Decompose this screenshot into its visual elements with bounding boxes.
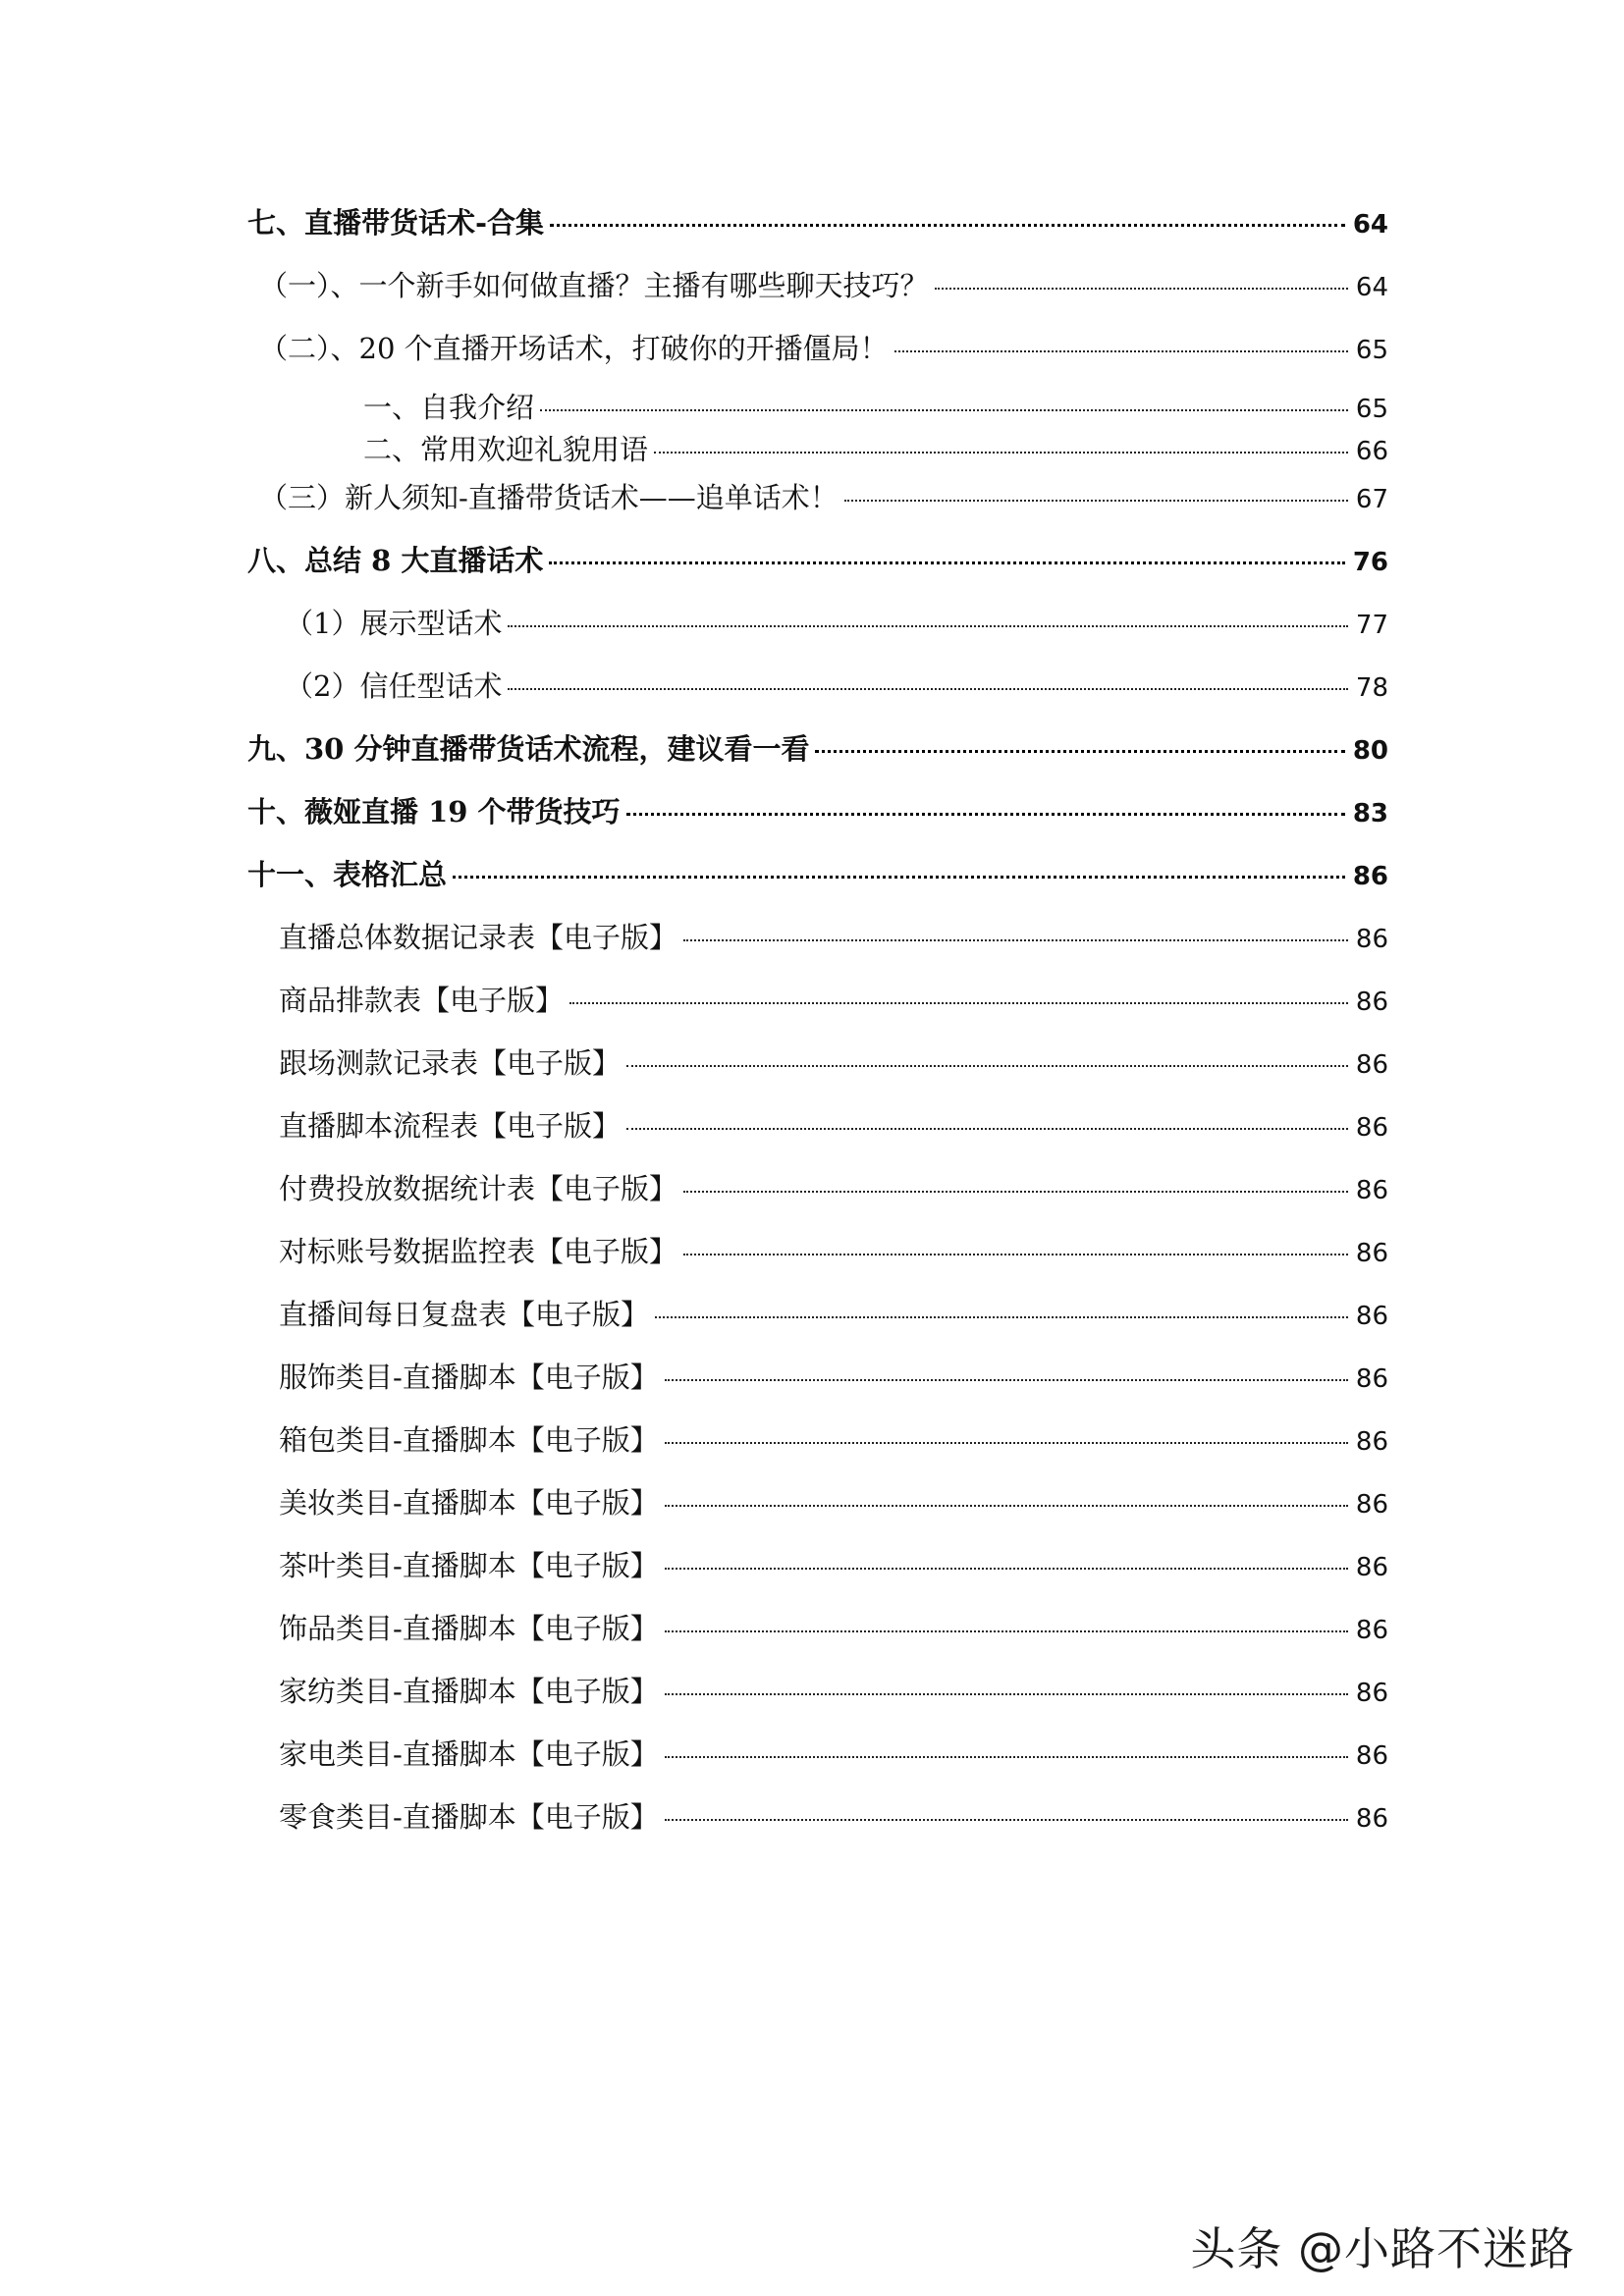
dot-leader: [453, 876, 1345, 879]
dot-leader: [665, 1630, 1348, 1632]
dot-leader: [549, 561, 1344, 564]
toc-entry[interactable]: [279, 1295, 1388, 1336]
toc-entry-page: 86: [1355, 988, 1388, 1017]
toc-entry-title: 七、直播带货话术-合集: [247, 206, 545, 240]
toc-entry-page: 83: [1352, 799, 1388, 828]
toc-entry-title: 商品排款表【电子版】: [279, 984, 565, 1017]
dot-leader: [665, 1756, 1348, 1758]
dot-leader: [665, 1693, 1348, 1695]
toc-entry[interactable]: [259, 478, 1388, 519]
toc-entry-title: 直播总体数据记录表【电子版】: [279, 921, 678, 954]
toc-entry-title: 直播间每日复盘表【电子版】: [279, 1298, 650, 1331]
toc-entry-page: 65: [1355, 336, 1388, 365]
dot-leader: [683, 1254, 1348, 1255]
toc-entry[interactable]: [363, 388, 1388, 429]
dot-leader: [626, 1065, 1348, 1067]
toc-entry-page: 86: [1352, 862, 1388, 891]
toc-entry[interactable]: [285, 604, 1388, 645]
toc-entry-title: （一）、一个新手如何做直播？主播有哪些聊天技巧？: [259, 269, 929, 302]
toc-entry-title: 茶叶类目-直播脚本【电子版】: [279, 1549, 659, 1582]
toc-entry-title: 对标账号数据监控表【电子版】: [279, 1235, 678, 1268]
toc-entry-title: 九、30 分钟直播带货话术流程，建议看一看: [247, 732, 810, 766]
toc-entry-page: 66: [1355, 437, 1388, 466]
toc-entry-page: 86: [1355, 1490, 1388, 1520]
toc-entry-page: 86: [1355, 1679, 1388, 1708]
toc-entry-page: 67: [1355, 485, 1388, 514]
toc-entry-title: 十一、表格汇总: [247, 858, 448, 891]
toc-entry-title: 零食类目-直播脚本【电子版】: [279, 1800, 659, 1834]
dot-leader: [894, 350, 1348, 352]
dot-leader: [655, 1316, 1348, 1318]
toc-entry-title: 直播脚本流程表【电子版】: [279, 1109, 622, 1143]
toc-entry-title: 家纺类目-直播脚本【电子版】: [279, 1675, 659, 1708]
dot-leader: [665, 1568, 1348, 1570]
dot-leader: [665, 1819, 1348, 1821]
toc-entry[interactable]: [279, 1735, 1388, 1776]
toc-entry-page: 77: [1355, 611, 1388, 640]
toc-entry-title: 家电类目-直播脚本【电子版】: [279, 1737, 659, 1771]
toc-entry-title: 八、总结 8 大直播话术: [247, 544, 544, 577]
toc-entry[interactable]: [279, 1546, 1388, 1587]
toc-entry[interactable]: [279, 1483, 1388, 1524]
toc-entry-section-7[interactable]: [247, 203, 1388, 244]
toc-entry[interactable]: [363, 430, 1388, 471]
toc-entry-page: 86: [1355, 1553, 1388, 1582]
dot-leader: [844, 500, 1348, 502]
dot-leader: [540, 409, 1348, 411]
toc-entry-title: 二、常用欢迎礼貌用语: [363, 433, 649, 466]
toc-entry-title: 箱包类目-直播脚本【电子版】: [279, 1423, 659, 1457]
toc-entry[interactable]: [279, 1232, 1388, 1273]
toc-entry-page: 86: [1355, 1176, 1388, 1205]
toc-entry-section-10[interactable]: [247, 792, 1388, 833]
toc-entry[interactable]: [279, 1106, 1388, 1148]
toc-entry[interactable]: [279, 1169, 1388, 1210]
toc-entry[interactable]: [285, 667, 1388, 708]
toc-entry-title: 一、自我介绍: [363, 391, 535, 424]
toc-entry-page: 86: [1355, 925, 1388, 954]
toc-entry-page: 86: [1355, 1741, 1388, 1771]
toc-entry[interactable]: [259, 266, 1388, 307]
toc-entry-page: 64: [1355, 273, 1388, 302]
toc-entry[interactable]: [279, 918, 1388, 959]
dot-leader: [665, 1442, 1348, 1444]
dot-leader: [626, 1128, 1348, 1130]
watermark: 头条 @小路不迷路: [1190, 2222, 1575, 2275]
dot-leader: [569, 1002, 1348, 1004]
toc-entry-title: 美妆类目-直播脚本【电子版】: [279, 1486, 659, 1520]
toc-entry-title: （三）新人须知-直播带货话术——追单话术！: [259, 481, 839, 514]
toc-entry-title: （1）展示型话术: [285, 607, 503, 640]
toc-entry[interactable]: [279, 981, 1388, 1022]
toc-entry-page: 65: [1355, 395, 1388, 424]
toc-entry-page: 64: [1352, 210, 1388, 240]
toc-entry-page: 86: [1355, 1804, 1388, 1834]
dot-leader: [935, 288, 1348, 290]
toc-entry-page: 86: [1355, 1113, 1388, 1143]
dot-leader: [508, 688, 1347, 690]
toc-entry-page: 86: [1355, 1050, 1388, 1080]
toc-entry-title: 十、薇娅直播 19 个带货技巧: [247, 795, 621, 828]
toc-entry-page: 86: [1355, 1427, 1388, 1457]
dot-leader: [665, 1505, 1348, 1507]
toc-entry-title: 服饰类目-直播脚本【电子版】: [279, 1361, 659, 1394]
toc-entry-title: 付费投放数据统计表【电子版】: [279, 1172, 678, 1205]
dot-leader: [665, 1379, 1348, 1381]
toc-entry[interactable]: [259, 329, 1388, 370]
toc-entry-page: 76: [1352, 548, 1388, 577]
dot-leader: [626, 813, 1345, 816]
toc-entry[interactable]: [279, 1797, 1388, 1839]
toc-entry-page: 86: [1355, 1239, 1388, 1268]
toc-entry-page: 78: [1355, 673, 1388, 703]
toc-entry[interactable]: [279, 1043, 1388, 1085]
toc-entry-section-9[interactable]: [247, 729, 1388, 771]
toc-entry-page: 86: [1355, 1302, 1388, 1331]
dot-leader: [654, 452, 1348, 454]
dot-leader: [550, 224, 1345, 227]
toc-entry-title: 跟场测款记录表【电子版】: [279, 1046, 622, 1080]
toc-entry-page: 86: [1355, 1364, 1388, 1394]
toc-entry-section-8[interactable]: [247, 541, 1388, 582]
toc-entry[interactable]: [279, 1358, 1388, 1399]
toc-entry-page: 80: [1352, 736, 1388, 766]
toc-entry-title: （2）信任型话术: [285, 669, 503, 703]
toc-entry[interactable]: [279, 1420, 1388, 1462]
dot-leader: [683, 1191, 1348, 1193]
toc-entry[interactable]: [279, 1672, 1388, 1713]
toc-entry-section-11[interactable]: [247, 855, 1388, 896]
toc-entry[interactable]: [279, 1609, 1388, 1650]
toc-entry-title: （二）、20 个直播开场话术，打破你的开播僵局！: [259, 332, 889, 365]
dot-leader: [508, 625, 1347, 627]
toc-entry-page: 86: [1355, 1616, 1388, 1645]
dot-leader: [815, 750, 1344, 753]
toc-entry-title: 饰品类目-直播脚本【电子版】: [279, 1612, 659, 1645]
dot-leader: [683, 939, 1348, 941]
